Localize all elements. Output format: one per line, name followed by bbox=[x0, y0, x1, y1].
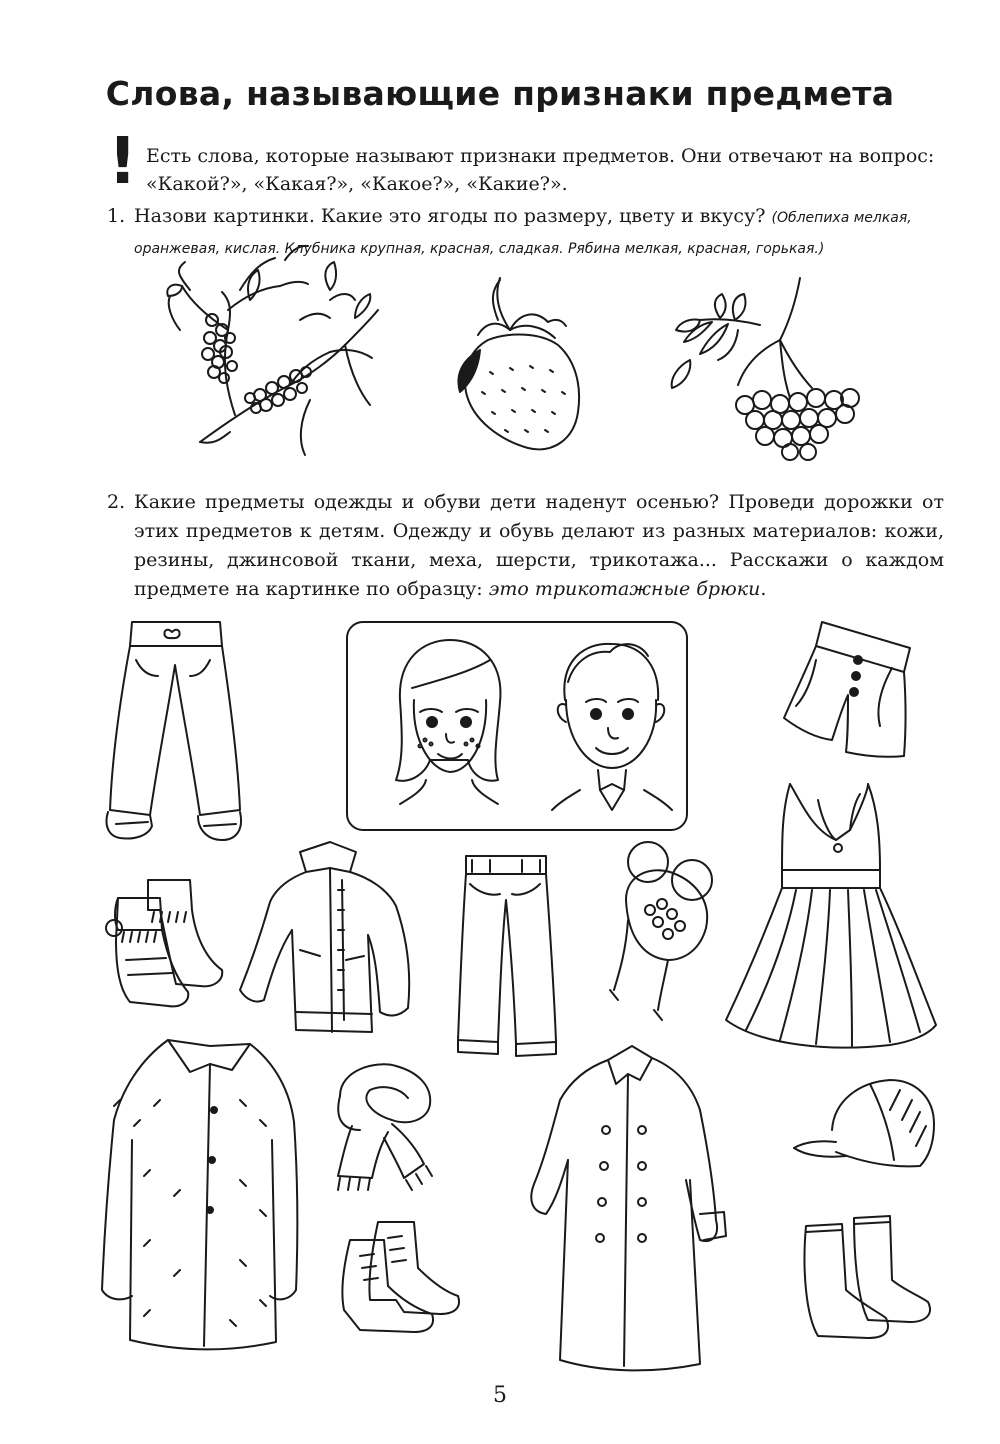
page-title: Слова, называющие признаки предмета bbox=[105, 74, 895, 113]
coat-illustration bbox=[531, 1046, 726, 1370]
task-2-end: . bbox=[760, 578, 767, 600]
leather-boots-illustration bbox=[342, 1222, 459, 1332]
rowan-illustration bbox=[672, 278, 859, 460]
sea-buckthorn-illustration bbox=[167, 246, 378, 455]
task-2-example: это трикотажные брюки bbox=[488, 578, 761, 600]
jeans-illustration bbox=[458, 856, 556, 1056]
rule-text: Есть слова, которые называют признаки предметов. Они отвечают на вопрос: «Какой?», «Какая?», «Какое?», «Какие?». bbox=[146, 145, 935, 195]
knit-trousers-illustration bbox=[107, 622, 242, 840]
task-1-text: Назови картинки. Какие это ягоды по размеру, цвету и вкусу? bbox=[134, 205, 766, 227]
shorts-illustration bbox=[784, 622, 910, 757]
task-1-hint: (Облепиха мелкая, оранжевая, кислая. Клубника крупная, красная, сладкая. Рябина мелкая, красная, горькая.) bbox=[134, 210, 912, 257]
knitted-hat-illustration bbox=[610, 842, 712, 1020]
rubber-boots-illustration bbox=[805, 1216, 930, 1338]
felt-boots-illustration bbox=[106, 880, 222, 1006]
dress-illustration bbox=[726, 784, 936, 1048]
cap-illustration bbox=[794, 1080, 934, 1166]
children-frame bbox=[347, 622, 687, 830]
exclamation-icon: ! bbox=[108, 125, 138, 199]
leather-jacket-illustration bbox=[240, 842, 409, 1032]
scarf-illustration bbox=[338, 1064, 432, 1190]
task-2-number: 2. bbox=[107, 491, 126, 513]
strawberry-illustration bbox=[458, 278, 579, 449]
fur-coat-illustration bbox=[102, 1040, 297, 1349]
page-number: 5 bbox=[493, 1383, 507, 1408]
task-1-number: 1. bbox=[107, 205, 126, 227]
task-2-text: Какие предметы одежды и обуви дети наденут осенью? Проведи дорожки от этих предметов к детям. Одежду и обувь делают из разных материалов: кожи, резины, джинсовой ткани, меха, шерсти, трикотажа... Расскажи о каждом предмете на картинке по образцу: bbox=[134, 491, 944, 600]
